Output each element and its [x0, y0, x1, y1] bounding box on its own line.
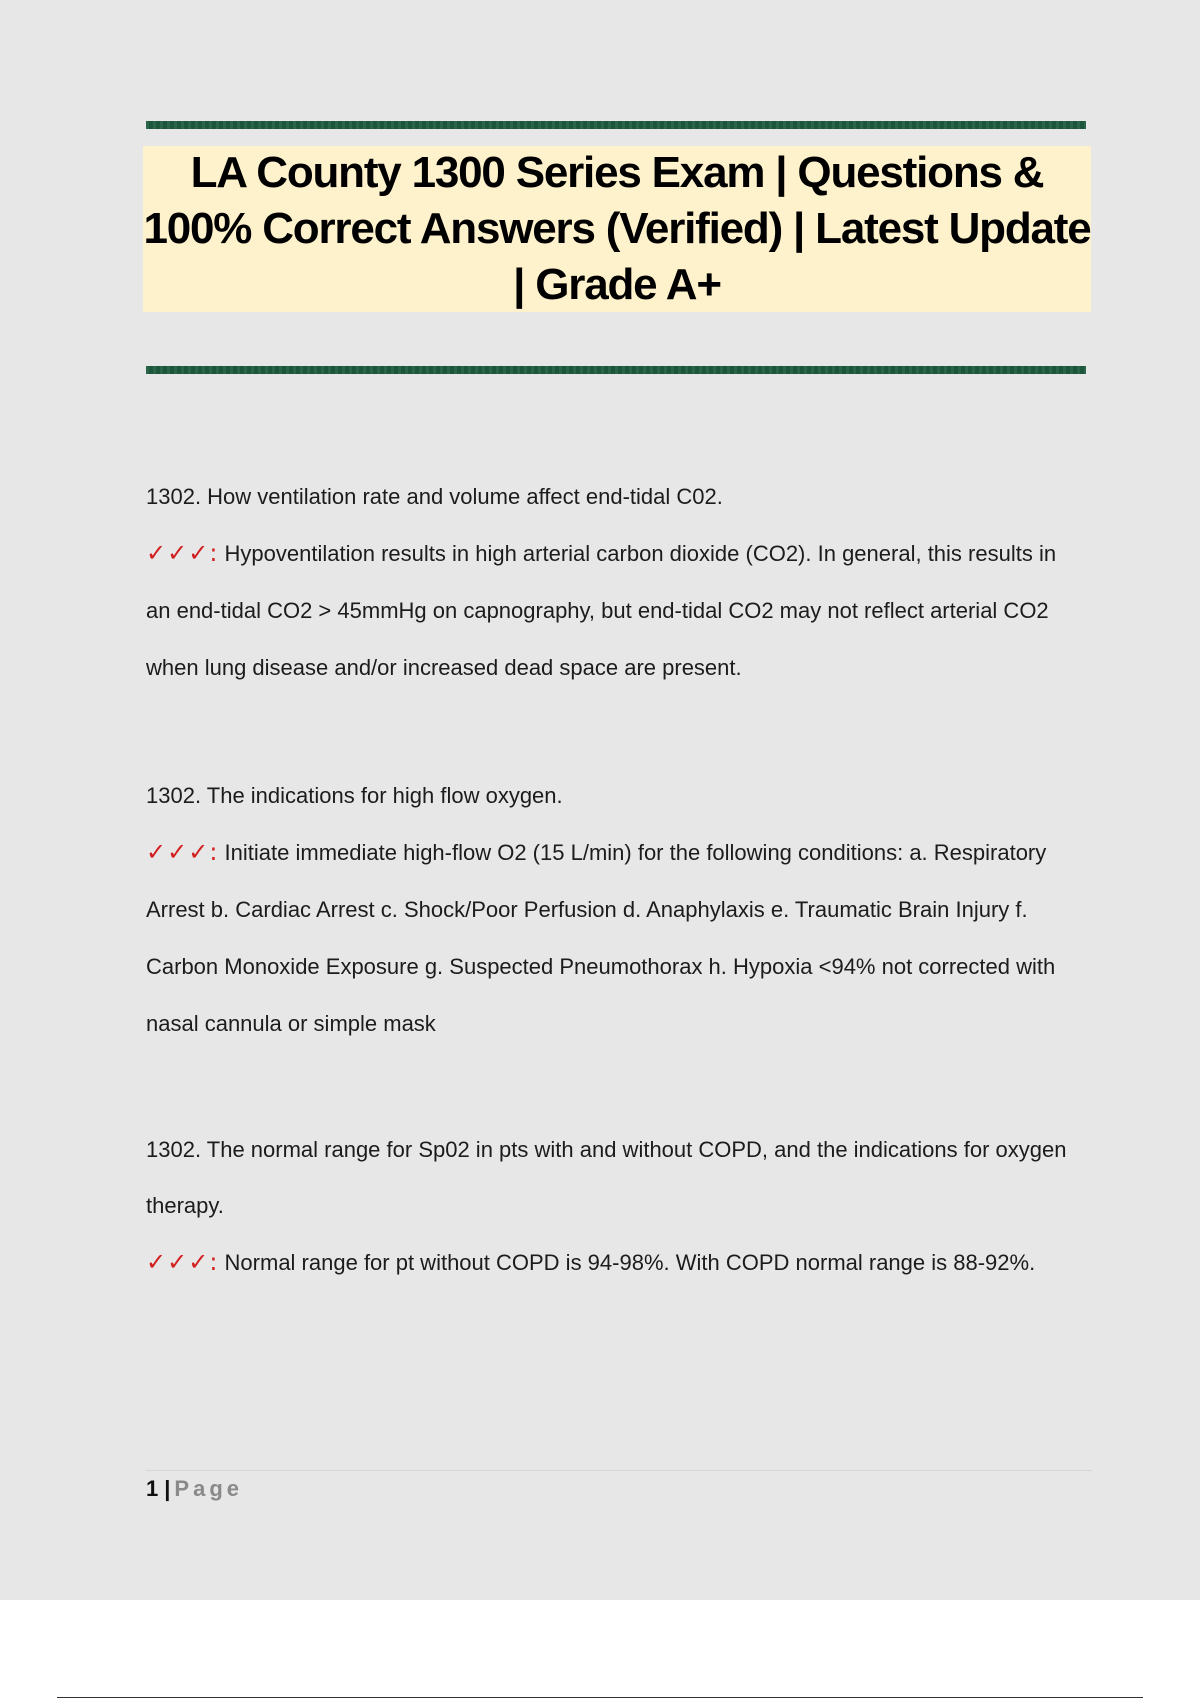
- answer-text: Hypoventilation results in high arterial carbon dioxide (CO2). In general, this results in an end-tidal CO2 > 45mmHg on capnography, but end-tidal CO2 may not reflect arterial CO2 when lung disease and/or increased dead space are present.: [146, 541, 1057, 680]
- qa-item: [146, 1122, 1086, 1291]
- answer-block: [146, 824, 1086, 1052]
- question-text: 1302. The normal range for Sp02 in pts with and without COPD, and the indications for oxygen therapy.: [146, 1137, 1067, 1218]
- check-marks-icon: ✓✓✓:: [146, 838, 219, 866]
- page-separator: |: [164, 1476, 171, 1501]
- question-text: 1302. How ventilation rate and volume affect end-tidal C02.: [146, 484, 723, 509]
- question-text: 1302. The indications for high flow oxygen.: [146, 783, 563, 808]
- page-footer: [146, 1475, 243, 1503]
- page-number: 1: [146, 1476, 159, 1501]
- answer-text: Normal range for pt without COPD is 94-98%. With COPD normal range is 88-92%.: [224, 1250, 1036, 1275]
- viewer-bottom-line: [57, 1697, 1143, 1698]
- title-bottom-rule: [146, 366, 1086, 374]
- qa-item: [146, 768, 1086, 1052]
- page-label: Page: [174, 1476, 243, 1501]
- qa-item: [146, 469, 1086, 696]
- title-top-rule: [146, 121, 1086, 129]
- check-marks-icon: ✓✓✓:: [146, 539, 219, 567]
- check-marks-icon: ✓✓✓:: [146, 1248, 219, 1276]
- document-title: LA County 1300 Series Exam | Questions & 100% Correct Answers (Verified) | Latest Update | Grade A+: [143, 148, 1091, 309]
- footer-divider: [146, 1470, 1092, 1471]
- answer-block: [146, 525, 1086, 696]
- answer-block: [146, 1234, 1086, 1291]
- answer-text: Initiate immediate high-flow O2 (15 L/min) for the following conditions: a. Respiratory Arrest b. Cardiac Arrest c. Shock/Poor Perfusion d. Anaphylaxis e. Traumatic Brain Injury f. Carbon Monoxide Exposure g. Suspected Pneumothorax h. Hypoxia <94% not corrected with nasal cannula or simple mask: [146, 840, 1056, 1036]
- title-banner: [143, 146, 1091, 312]
